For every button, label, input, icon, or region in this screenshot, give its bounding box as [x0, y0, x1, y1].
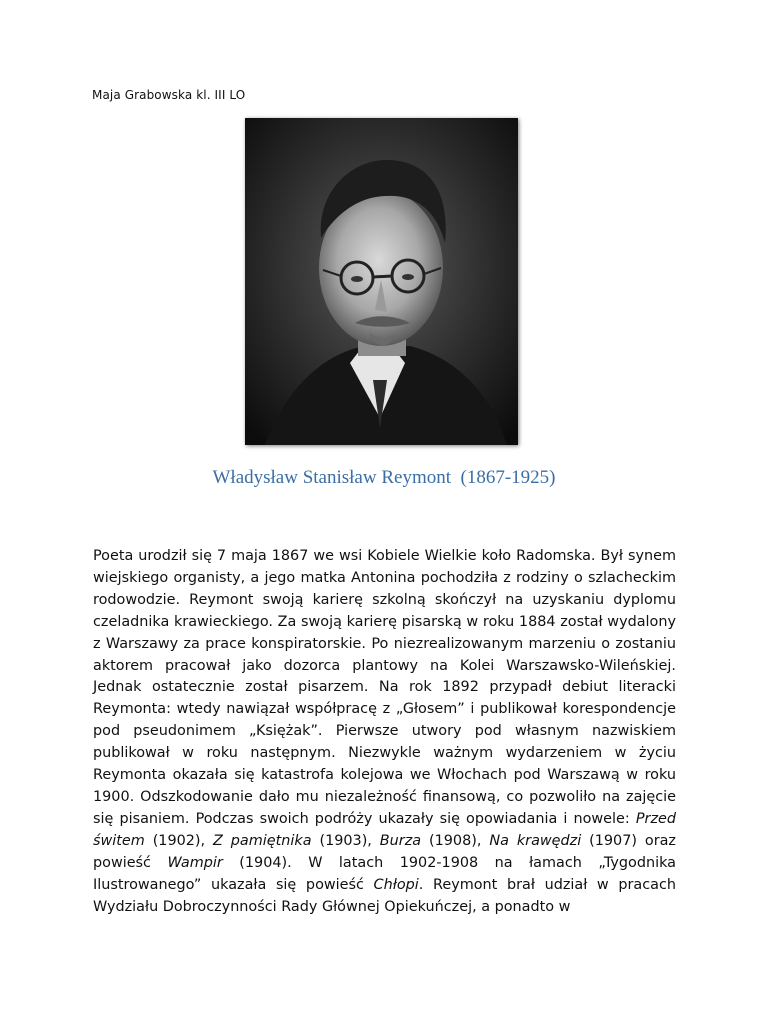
biography-paragraph: [93, 546, 676, 918]
work-title: Wampir: [167, 854, 223, 871]
work-title: Z pamiętnika: [213, 832, 312, 849]
paragraph-text: (1903),: [311, 832, 380, 849]
paragraph-text: (1908),: [421, 832, 490, 849]
work-title: Przed świtem: [93, 810, 676, 849]
paragraph-text: (1904). W latach 1902-1908 na łamach „Tygodnika Ilustrowanego” ukazała się powieść: [93, 854, 676, 893]
paragraph-text: (1907) oraz powieść: [93, 832, 676, 871]
work-title: Chłopi: [373, 876, 419, 893]
portrait-photo: [245, 118, 518, 445]
paragraph-text: . Reymont brał udział w pracach Wydziału Dobroczynności Rady Głównej Opiekuńczej, a ponadto w: [93, 876, 676, 915]
paragraph-text: Poeta urodził się 7 maja 1867 we wsi Kobiele Wielkie koło Radomska. Był synem wiejskiego organisty, a jego matka Antonina pochodziła z rodziny o szlacheckim rodowodzie. Reymont swoją karierę szkolną skończył na uzyskaniu dyplomu czeladnika krawieckiego. Za swoją karierę pisarską w roku 1884 został wydalony z Warszawy za prace konspiratorskie. Po niezrealizowanym marzeniu o zostaniu aktorem pracował jako dozorca plantowy na Kolei Warszawsko-Wileńskiej. Jednak ostatecznie został pisarzem. Na rok 1892 przypadł debiut literacki Reymonta: wtedy nawiązał współpracę z „Głosem” i publikował korespondencje pod pseudonimem „Księżak”. Pierwsze utwory pod własnym nazwiskiem publikował w roku następnym. Niezwykle ważnym wydarzeniem w życiu Reymonta okazała się katastrofa kolejowa we Włochach pod Warszawą w roku 1900. Odszkodowanie dało mu niezależność finansową, co pozwoliło na zajęcie się pisaniem. Podczas swoich podróży ukazały się opowiadania i nowele:: [93, 548, 676, 827]
work-title: Burza: [379, 832, 422, 849]
paragraph-text: (1902),: [144, 832, 214, 849]
page-title: Władysław Stanisław Reymont (1867-1925): [212, 467, 556, 488]
author-line: Maja Grabowska kl. III LO: [92, 88, 246, 102]
work-title: Na krawędzi: [489, 832, 582, 849]
portrait-image: [245, 118, 518, 445]
